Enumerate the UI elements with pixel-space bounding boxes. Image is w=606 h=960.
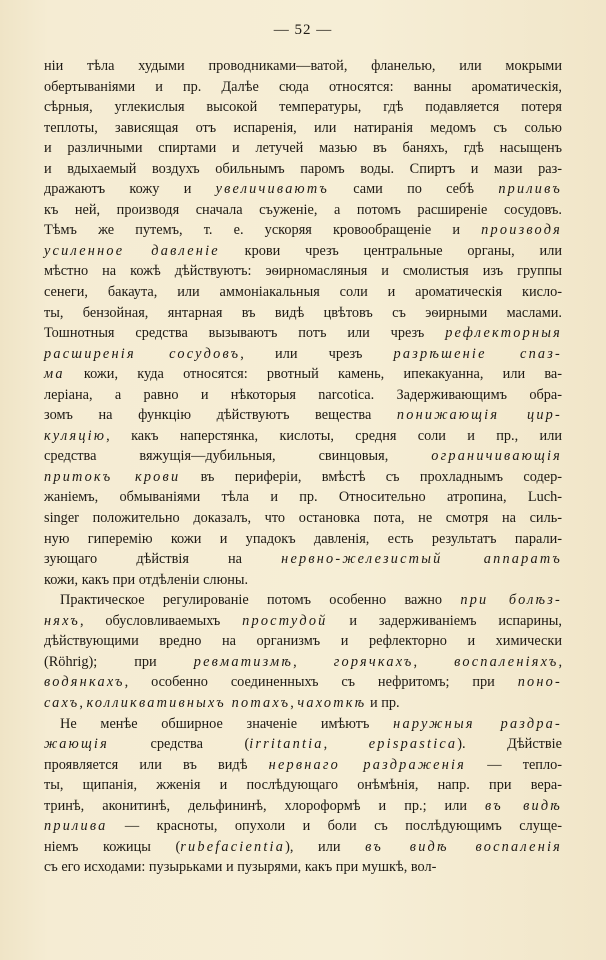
spaced-emphasis-text: простудой (242, 612, 328, 629)
spaced-emphasis-text: въ видѣ (485, 797, 562, 814)
spaced-emphasis-text: понижающія цир- (396, 407, 562, 424)
text-line (44, 303, 562, 324)
text-line (44, 816, 562, 837)
text-line (44, 734, 562, 755)
text-run: , или чрезъ (240, 345, 394, 362)
spaced-emphasis-text: чахоткѣ (297, 694, 367, 711)
text-run: , (558, 653, 563, 670)
spaced-emphasis-text: расширенія сосудовъ (44, 345, 241, 362)
text-line (44, 487, 562, 508)
text-line (44, 344, 562, 365)
text-run: ніи тѣла худыми проводниками—ватой, фланелью, или мокрыми (44, 58, 562, 74)
spaced-emphasis-text: ограничивающія (431, 448, 562, 465)
spaced-emphasis-text: поно- (517, 674, 562, 691)
text-line (44, 405, 562, 426)
spaced-emphasis-text: производя (481, 222, 562, 239)
spaced-emphasis-text: усиленное давленіе (44, 242, 220, 259)
text-run: зующаго дѣйствія на (44, 551, 282, 568)
text-line (44, 261, 562, 282)
spaced-emphasis-text: няхъ (44, 612, 80, 629)
text-line (44, 467, 562, 488)
text-line (44, 118, 562, 139)
text-line (44, 159, 562, 180)
text-run: и задерживаніемъ испарины, (327, 612, 562, 629)
spaced-emphasis-text: сахъ (44, 694, 80, 711)
text-run: зомъ на функцію дѣйствуютъ вещества (44, 407, 397, 424)
text-run: Не менѣе обширное значеніе имѣютъ (60, 715, 394, 732)
text-line (44, 775, 562, 796)
text-run: , обусловливаемыхъ (79, 612, 243, 629)
text-run: кожи, какъ при отдѣленіи слюны. (44, 571, 249, 588)
text-line (44, 796, 562, 817)
text-line (44, 282, 562, 303)
text-line (44, 97, 562, 118)
text-run: мѣстно на кожѣ дѣйствуютъ: эѳирномасляныя и смолистыя изъ группы (44, 263, 562, 280)
spaced-emphasis-text: разрѣшеніе спаз- (393, 345, 563, 362)
text-run: и пр. (366, 694, 400, 711)
text-line (44, 529, 562, 550)
text-run: , (323, 736, 369, 753)
text-run: ), или (285, 838, 366, 855)
text-line (44, 426, 562, 447)
text-line (44, 837, 562, 858)
text-run: , (293, 653, 334, 670)
spaced-emphasis-text: нервнаго раздраженія (268, 756, 467, 773)
text-run: средства вяжущія—дубильныя, свинцовыя, (44, 448, 432, 465)
text-line (44, 549, 562, 570)
text-run: и вдыхаемый воздухъ обильнымъ паромъ воды. Спиртъ и мази раз- (44, 160, 562, 177)
text-run: , особенно соединенныхъ съ нефритомъ; при (124, 674, 518, 691)
text-line (44, 56, 562, 77)
spaced-emphasis-text: нервно-железистый аппаратъ (281, 551, 562, 568)
body-text (44, 56, 562, 878)
text-run: сѣрныя, углекислыя высокой температуры, гдѣ подавляется потеря (44, 99, 562, 116)
text-run: ). Дѣйствіе (457, 736, 562, 753)
text-line (44, 672, 562, 693)
text-run: кожи, куда относятся: рвотный камень, ипекакуанна, или ва- (64, 366, 562, 383)
text-run: крови чрезъ центральные органы, или (219, 242, 562, 259)
text-run: жаніемъ, обмываніями тѣла и пр. Относительно атропина, Luch- (44, 489, 562, 506)
text-run: средства ( (108, 736, 250, 753)
text-run: и различными спиртами и летучей мазью въ баняхъ, гдѣ насыщенъ (44, 140, 562, 157)
text-run: Тошнотныя средства вызываютъ потъ или чрезъ (44, 325, 446, 342)
text-line (44, 755, 562, 776)
spaced-emphasis-text: колликвативныхъ потахъ (86, 694, 291, 711)
text-line (44, 241, 562, 262)
spaced-emphasis-text: рефлекторныя (445, 325, 562, 342)
text-run: (Röhrig); при (44, 653, 194, 670)
text-run: леріана, а равно и нѣкоторыя narcotica. Задерживающимъ обра- (44, 386, 562, 403)
spaced-emphasis-text: приливъ (498, 181, 562, 198)
text-line (44, 611, 562, 632)
text-line (44, 714, 562, 735)
text-run: — тепло- (466, 756, 562, 773)
text-line (44, 200, 562, 221)
text-line (44, 508, 562, 529)
spaced-emphasis-text: epispastica (368, 736, 458, 753)
text-run: singer положительно доказалъ, что остановка пота, не смотря на силь- (44, 510, 562, 527)
text-run: , (290, 694, 298, 711)
text-run: Тѣмъ же путемъ, т. е. ускоряя кровообращеніе и (44, 222, 482, 239)
text-line (44, 631, 562, 652)
text-run: Практическое регулированіе потомъ особенно важно (60, 592, 461, 609)
text-line (44, 179, 562, 200)
text-line (44, 857, 562, 878)
spaced-emphasis-text: въ видѣ воспаленія (365, 838, 563, 855)
text-run: теплоты, зависящая отъ испаренія, или натиранія медомъ съ солью (44, 119, 562, 136)
text-line (44, 693, 562, 714)
page-number: — 52 — (273, 22, 333, 38)
text-run: дражаютъ кожу и (44, 181, 216, 198)
text-line (44, 385, 562, 406)
text-run: въ периферіи, вмѣстѣ съ прохладнымъ содер- (180, 468, 562, 485)
spaced-emphasis-text: прилива (44, 818, 108, 835)
text-line (44, 590, 562, 611)
text-line (44, 570, 562, 591)
text-line (44, 446, 562, 467)
text-run: къ ней, производя сначала съуженіе, а потомъ расширеніе сосудовъ. (44, 201, 562, 218)
text-run: ніемъ кожицы ( (44, 838, 181, 855)
spaced-emphasis-text: воспаленіяхъ (454, 653, 559, 670)
text-run: , какъ наперстянка, кислоты, средня соли и пр., или (106, 427, 562, 444)
spaced-emphasis-text: ма (44, 366, 65, 383)
text-run: , (79, 694, 87, 711)
text-run: , (413, 653, 455, 670)
text-line (44, 323, 562, 344)
spaced-emphasis-text: rubefacientia (180, 838, 286, 855)
text-run: ты, бензойная, янтарная въ видѣ цвѣтовъ съ эѳирными маслами. (44, 304, 562, 321)
spaced-emphasis-text: увеличиваютъ (215, 181, 329, 198)
text-run: обертываніями и пр. Далѣе сюда относятся: ванны ароматическія, (44, 78, 562, 95)
spaced-emphasis-text: жающія (44, 736, 109, 753)
spaced-emphasis-text: irritantia (249, 736, 324, 753)
spaced-emphasis-text: водянкахъ (44, 674, 125, 691)
text-run: съ его исходами: пузырьками и пузырями, какъ при мушкѣ, вол- (44, 859, 437, 876)
spaced-emphasis-text: куляцію (44, 427, 107, 444)
text-run: — красноты, опухоли и боли съ послѣдующимъ слуще- (107, 818, 562, 835)
text-run: сами по себѣ (328, 181, 499, 198)
text-run: ты, щипанія, жженія и послѣдующаго онѣмѣнія, напр. при верa- (44, 777, 562, 794)
spaced-emphasis-text: притокъ крови (44, 468, 181, 485)
text-run: сенеги, бакаута, или аммоніакальныя соли и ароматическія кисло- (44, 284, 562, 301)
text-run: проявляется или въ видѣ (44, 756, 269, 773)
text-line (44, 364, 562, 385)
text-run: тринѣ, аконитинѣ, дельфининѣ, хлороформѣ и пр.; или (44, 797, 486, 814)
text-line (44, 77, 562, 98)
text-line (44, 220, 562, 241)
spaced-emphasis-text: ревматизмѣ (193, 653, 294, 670)
spaced-emphasis-text: при болѣз- (460, 592, 562, 609)
text-run: дѣйствующими вредно на организмъ и рефлекторно и химически (44, 633, 562, 650)
text-run: ную гиперемію кожи и упадокъ давленія, есть результатъ парали- (44, 530, 562, 547)
text-line (44, 652, 562, 673)
spaced-emphasis-text: наружныя раздра- (393, 715, 562, 732)
text-line (44, 138, 562, 159)
spaced-emphasis-text: горячкахъ (333, 653, 414, 670)
